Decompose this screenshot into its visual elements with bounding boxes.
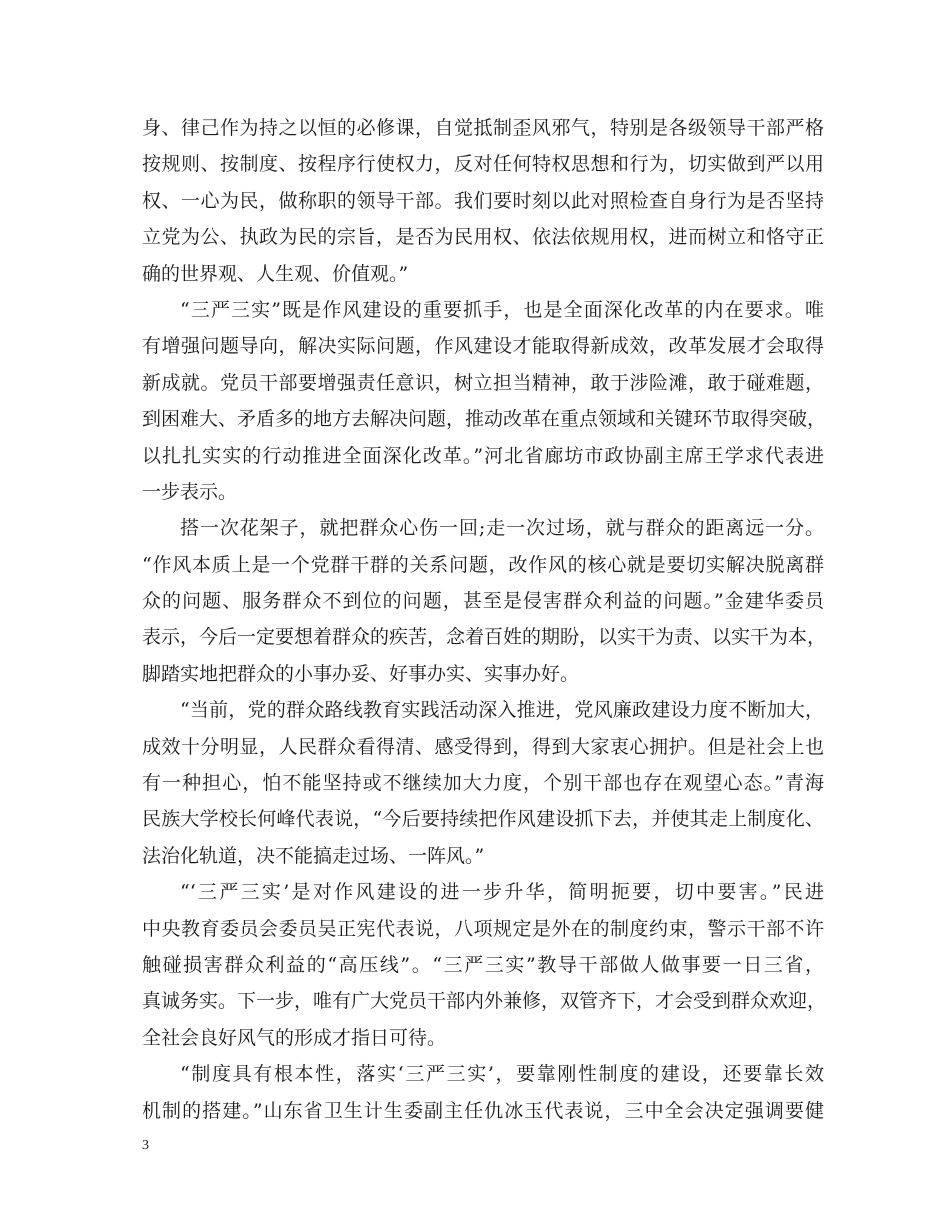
page-number: 3 [142,1138,149,1153]
paragraph-2-line-6: 一步表示。 [142,480,238,503]
paragraph-4-line-5: 法治化轨道，决不能搞走过场、一阵风。” [142,844,485,867]
paragraph-3-line-5: 脚踏实地把群众的小事办妥、好事办实、实事办好。 [142,662,580,685]
paragraph-5-line-2: 中央教育委员会委员吴正宪代表说，八项规定是外在的制度约束，警示干部不许 [142,917,824,940]
paragraph-2-line-2: 有增强问题导向，解决实际问题，作风建设才能取得新成效，改革发展才会取得 [142,335,824,358]
paragraph-2-line-3: 新成就。党员干部要增强责任意识，树立担当精神，敢于涉险滩，敢于碰难题， [142,371,824,394]
paragraph-3-line-3: 众的问题、服务群众不到位的问题，甚至是侵害群众利益的问题。”金建华委员 [142,590,824,613]
paragraph-1-line-4: 立党为公、执政为民的宗旨，是否为民用权、依法依规用权，进而树立和恪守正 [142,226,824,249]
paragraph-4-line-3: 有一种担心，怕不能坚持或不继续加大力度，个别干部也存在观望心态。”青海 [142,772,824,795]
paragraph-1-line-3: 权、一心为民，做称职的领导干部。我们要时刻以此对照检查自身行为是否坚持 [142,189,824,212]
paragraph-5-line-1: “‘三严三实’是对作风建设的进一步升华，简明扼要，切中要害。”民进 [180,881,824,904]
paragraph-6-line-2: 机制的搭建。”山东省卫生计生委副主任仇冰玉代表说，三中全会决定强调要健 [142,1099,824,1122]
paragraph-4-line-4: 民族大学校长何峰代表说，“今后要持续把作风建设抓下去，并使其走上制度化、 [142,808,824,831]
paragraph-5-line-3: 触碰损害群众利益的“高压线”。“三严三实”教导干部做人做事要一日三省， [142,953,824,976]
paragraph-1-line-2: 按规则、按制度、按程序行使权力，反对任何特权思想和行为，切实做到严以用 [142,153,824,176]
paragraph-2-line-4: 到困难大、矛盾多的地方去解决问题，推动改革在重点领域和关键环节取得突破， [142,408,827,431]
paragraph-3-line-4: 表示，今后一定要想着群众的疾苦，念着百姓的期盼，以实干为责、以实干为本， [142,626,827,649]
paragraph-1-line-1: 身、律己作为持之以恒的必修课，自觉抵制歪风邪气，特别是各级领导干部严格 [142,117,824,139]
paragraph-3-line-1: 搭一次花架子，就把群众心伤一回;走一次过场，就与群众的距离远一分。 [180,517,824,540]
paragraph-3-line-2: “作风本质上是一个党群干群的关系问题，改作风的核心就是要切实解决脱离群 [142,553,824,576]
paragraph-2-line-5: 以扎扎实实的行动推进全面深化改革。”河北省廊坊市政协副主席王学求代表进 [142,444,824,467]
paragraph-6-line-1: “制度具有根本性，落实‘三严三实’，要靠刚性制度的建设，还要靠长效 [180,1063,824,1086]
paragraph-4-line-2: 成效十分明显，人民群众看得清、感受得到，得到大家衷心拥护。但是社会上也 [142,735,824,758]
paragraph-4-line-1: “当前，党的群众路线教育实践活动深入推进，党风廉政建设力度不断加大， [180,699,824,722]
paragraph-5-line-5: 全社会良好风气的形成才指日可待。 [142,1026,447,1049]
paragraph-5-line-4: 真诚务实。下一步，唯有广大党员干部内外兼修，双管齐下，才会受到群众欢迎， [142,990,827,1013]
paragraph-2-line-1: “三严三实”既是作风建设的重要抓手，也是全面深化改革的内在要求。唯 [180,298,824,321]
article-body [142,110,827,1129]
paragraph-1-line-5: 确的世界观、人生观、价值观。” [142,262,409,285]
